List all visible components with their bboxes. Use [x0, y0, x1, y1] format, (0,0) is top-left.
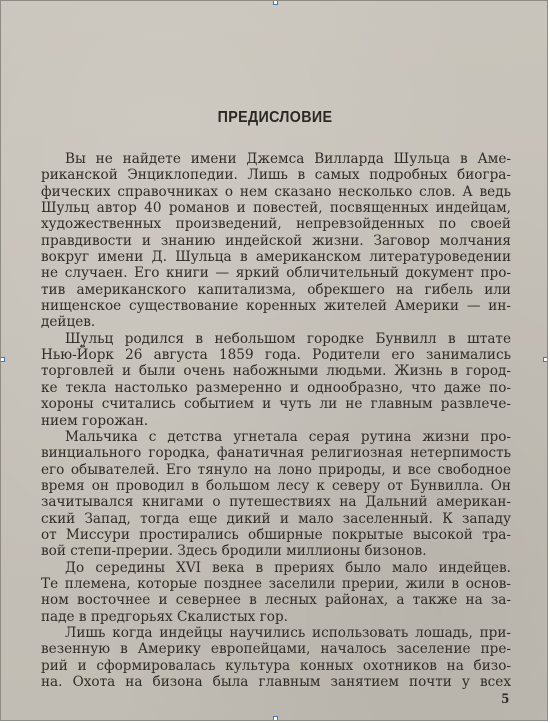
text-line: не случаен. Его книги — яркий обличительный документ про- — [41, 265, 511, 282]
text-line: время он проводил в большом лесу к северу от Бунвилла. Он — [41, 477, 511, 494]
text-line: риканской Энциклопедии. Лишь в самых подробных биогра- — [41, 167, 511, 184]
text-line: Шульц автор 40 романов и повестей, посвященных индейцам, — [41, 200, 511, 217]
text-line: дейцев. — [41, 314, 96, 331]
text-line: художественных произведений, непревзойденных по своей — [41, 216, 511, 233]
text-line: ский Запад, тогда еще дикий и мало заселенный. К западу — [41, 510, 511, 527]
text-line: на. Охота на бизона была главным занятием почти у всех — [41, 674, 511, 690]
text-line: Шульц родился в небольшом городке Бунвилл в штате — [65, 330, 511, 347]
text-line: нищенское существование коренных жителей Америки — ин- — [41, 298, 511, 315]
resize-handle-right[interactable] — [543, 357, 548, 362]
paragraph — [41, 429, 511, 560]
text-line: тив американского капитализма, обрекшего на гибель или — [41, 281, 511, 298]
text-line: ке текла настолько размеренно и однообразно, что даже по- — [41, 379, 511, 396]
text-line: хороны считались событием и чуть ли не главным развлече- — [41, 396, 511, 413]
text-line: зачитывался книгами о путешествиях на Дальний американ- — [41, 494, 511, 511]
text-line: ном восточнее и севернее в лесных районах, а также на за- — [41, 592, 511, 609]
text-line: Лишь когда индейцы научились использовать лошадь, при- — [65, 624, 511, 641]
page-title: ПРЕДИСЛОВИЕ — [217, 109, 333, 126]
paragraph — [41, 560, 511, 625]
resize-handle-left[interactable] — [0, 357, 5, 362]
text-line: винциального городка, фанатичная религиозная нетерпимость — [41, 445, 511, 462]
text-line: Нью-Йорк 26 августа 1859 года. Родители его занимались — [41, 347, 511, 364]
page-number: 5 — [501, 691, 509, 707]
text-line: его обывателей. Его тянуло на лоно природы, и все свободное — [41, 461, 511, 478]
resize-handle-top[interactable] — [273, 0, 278, 5]
text-body — [41, 151, 511, 690]
text-line: торговлей и были очень набожными людьми. Жизнь в город- — [41, 363, 511, 380]
text-line: Те племена, которые позднее заселили прерии, жили в основ- — [41, 575, 511, 592]
text-line: фических справочниках о нем сказано несколько слов. А ведь — [41, 183, 511, 200]
text-line: вой степи-прерии. Здесь бродили миллионы бизонов. — [41, 543, 427, 560]
text-line: вокруг имени Д. Шульца в американском литературоведении — [41, 249, 511, 266]
text-line: рий и сформировалась культура конных охотников на бизо- — [41, 657, 511, 674]
text-line: Мальчика с детства угнетала серая рутина жизни про- — [65, 428, 511, 445]
resize-handle-bottom[interactable] — [273, 716, 278, 721]
paragraph — [41, 331, 511, 429]
text-line: Вы не найдете имени Джемса Вилларда Шульца в Аме- — [65, 151, 511, 167]
paragraph — [41, 625, 511, 690]
text-line: от Миссури простирались обширные покрытые высокой тра- — [41, 526, 511, 543]
text-line: До середины XVI века в прериях было мало индейцев. — [65, 559, 511, 576]
text-line: нием горожан. — [41, 412, 149, 429]
text-line: паде в предгорьях Скалистых гор. — [41, 608, 288, 625]
paragraph — [41, 151, 511, 331]
text-line: правдивости и знанию индейской жизни. Заговор молчания — [41, 232, 511, 249]
text-line: везенную в Америку европейцами, началось заселение пре- — [41, 641, 511, 658]
